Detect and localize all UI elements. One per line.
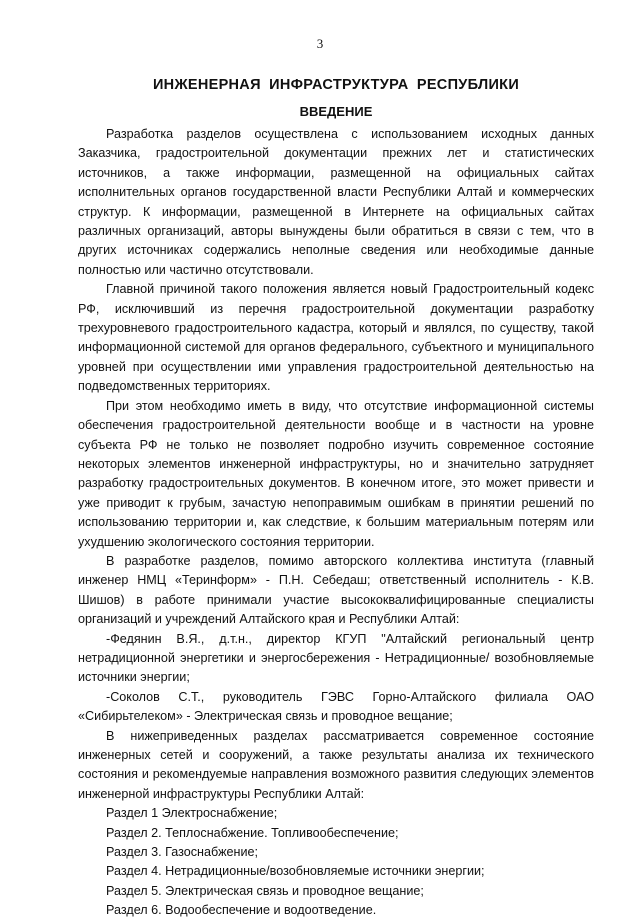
participant-fedyanin: -Федянин В.Я., д.т.н., директор КГУП "Алтайский региональный центр нетрадиционной энергетики и энергосбережения - Нетрадиционные/ возобновляемые источники энергии; (78, 631, 594, 685)
document-title: ИНЖЕНЕРНАЯ ИНФРАСТРУКТУРА РЕСПУБЛИКИ (152, 77, 520, 93)
document-body (78, 76, 594, 921)
paragraph-participants: В разработке разделов, помимо авторского коллектива института (главный инженер НМЦ «Теринформ» - П.Н. Себедаш; ответственный исполнитель - К.В. Шишов) в работе принимали участие высококвалифицированные специалисты организаций и учреждений Алтайского края и Республики Алтай: (78, 553, 594, 627)
list-item: Раздел 4. Нетрадиционные/возобновляемые источники энергии; (106, 864, 485, 879)
participant-sokolov: -Соколов С.Т., руководитель ГЭВС Горно-Алтайского филиала ОАО «Сибирьтелеком» - Электрическая связь и проводное вещание; (78, 689, 594, 724)
paragraph-main-reason: Главной причиной такого положения является новый Градостроительный кодекс РФ, исключивший из перечня градостроительной документации разработку трехуровневого градостроительного кадастра, который и являлся, по существу, такой информационной системой для органов федерального, субъектного и муниципального уровней при осуществлении ими управления градостроительной деятельностью на подведомственных территориях. (78, 282, 594, 394)
section-heading: ВВЕДЕНИЕ (299, 104, 373, 119)
list-item: Раздел 3. Газоснабжение; (106, 845, 258, 860)
paragraph-sections-intro: В нижеприведенных разделах рассматривается современное состояние инженерных сетей и сооружений, а также результаты анализа их технического состояния и рекомендуемые направления возможного развития следующих элементов инженерной инфраструктуры Республики Алтай: (78, 728, 594, 801)
list-item: Раздел 6. Водообеспечение и водоотведение. (106, 903, 377, 918)
list-item: Раздел 2. Теплоснабжение. Топливообеспечение; (106, 825, 399, 840)
list-item: Раздел 1 Электроснабжение; (106, 806, 278, 821)
list-item: Раздел 5. Электрическая связь и проводное вещание; (106, 883, 424, 898)
paragraph-consequences: При этом необходимо иметь в виду, что отсутствие информационной системы обеспечения градостроительной деятельности вообще и в частности на уровне субъекта РФ не только не позволяет подробно изучить современное состояние некоторых элементов инженерной инфраструктуры, но и значительно затрудняет разработку градостроительных документов. В конечном итоге, это может привести и уже приводит к грубым, зачастую непоправимым ошибкам в принятии решений по использованию территории и, как следствие, к большим материальным потерям или ухудшению экологического состояния территории. (78, 398, 594, 549)
paragraph-sources: Разработка разделов осуществлена с использованием исходных данных Заказчика, градостроительной документации прежних лет и статистических источников, а также информации, размещенной на официальных сайтах исполнительных органов государственной власти Республики Алтай и коммерческих структур. К информации, размещенной в Интернете на официальных сайтах различных организаций, авторы вынуждены были обратиться в связи с тем, что в других источниках содержались неполные сведения или необходимые данные полностью или частично отсутствовали. (78, 127, 594, 277)
sections-list (78, 804, 594, 920)
page-number: 3 (316, 36, 324, 51)
